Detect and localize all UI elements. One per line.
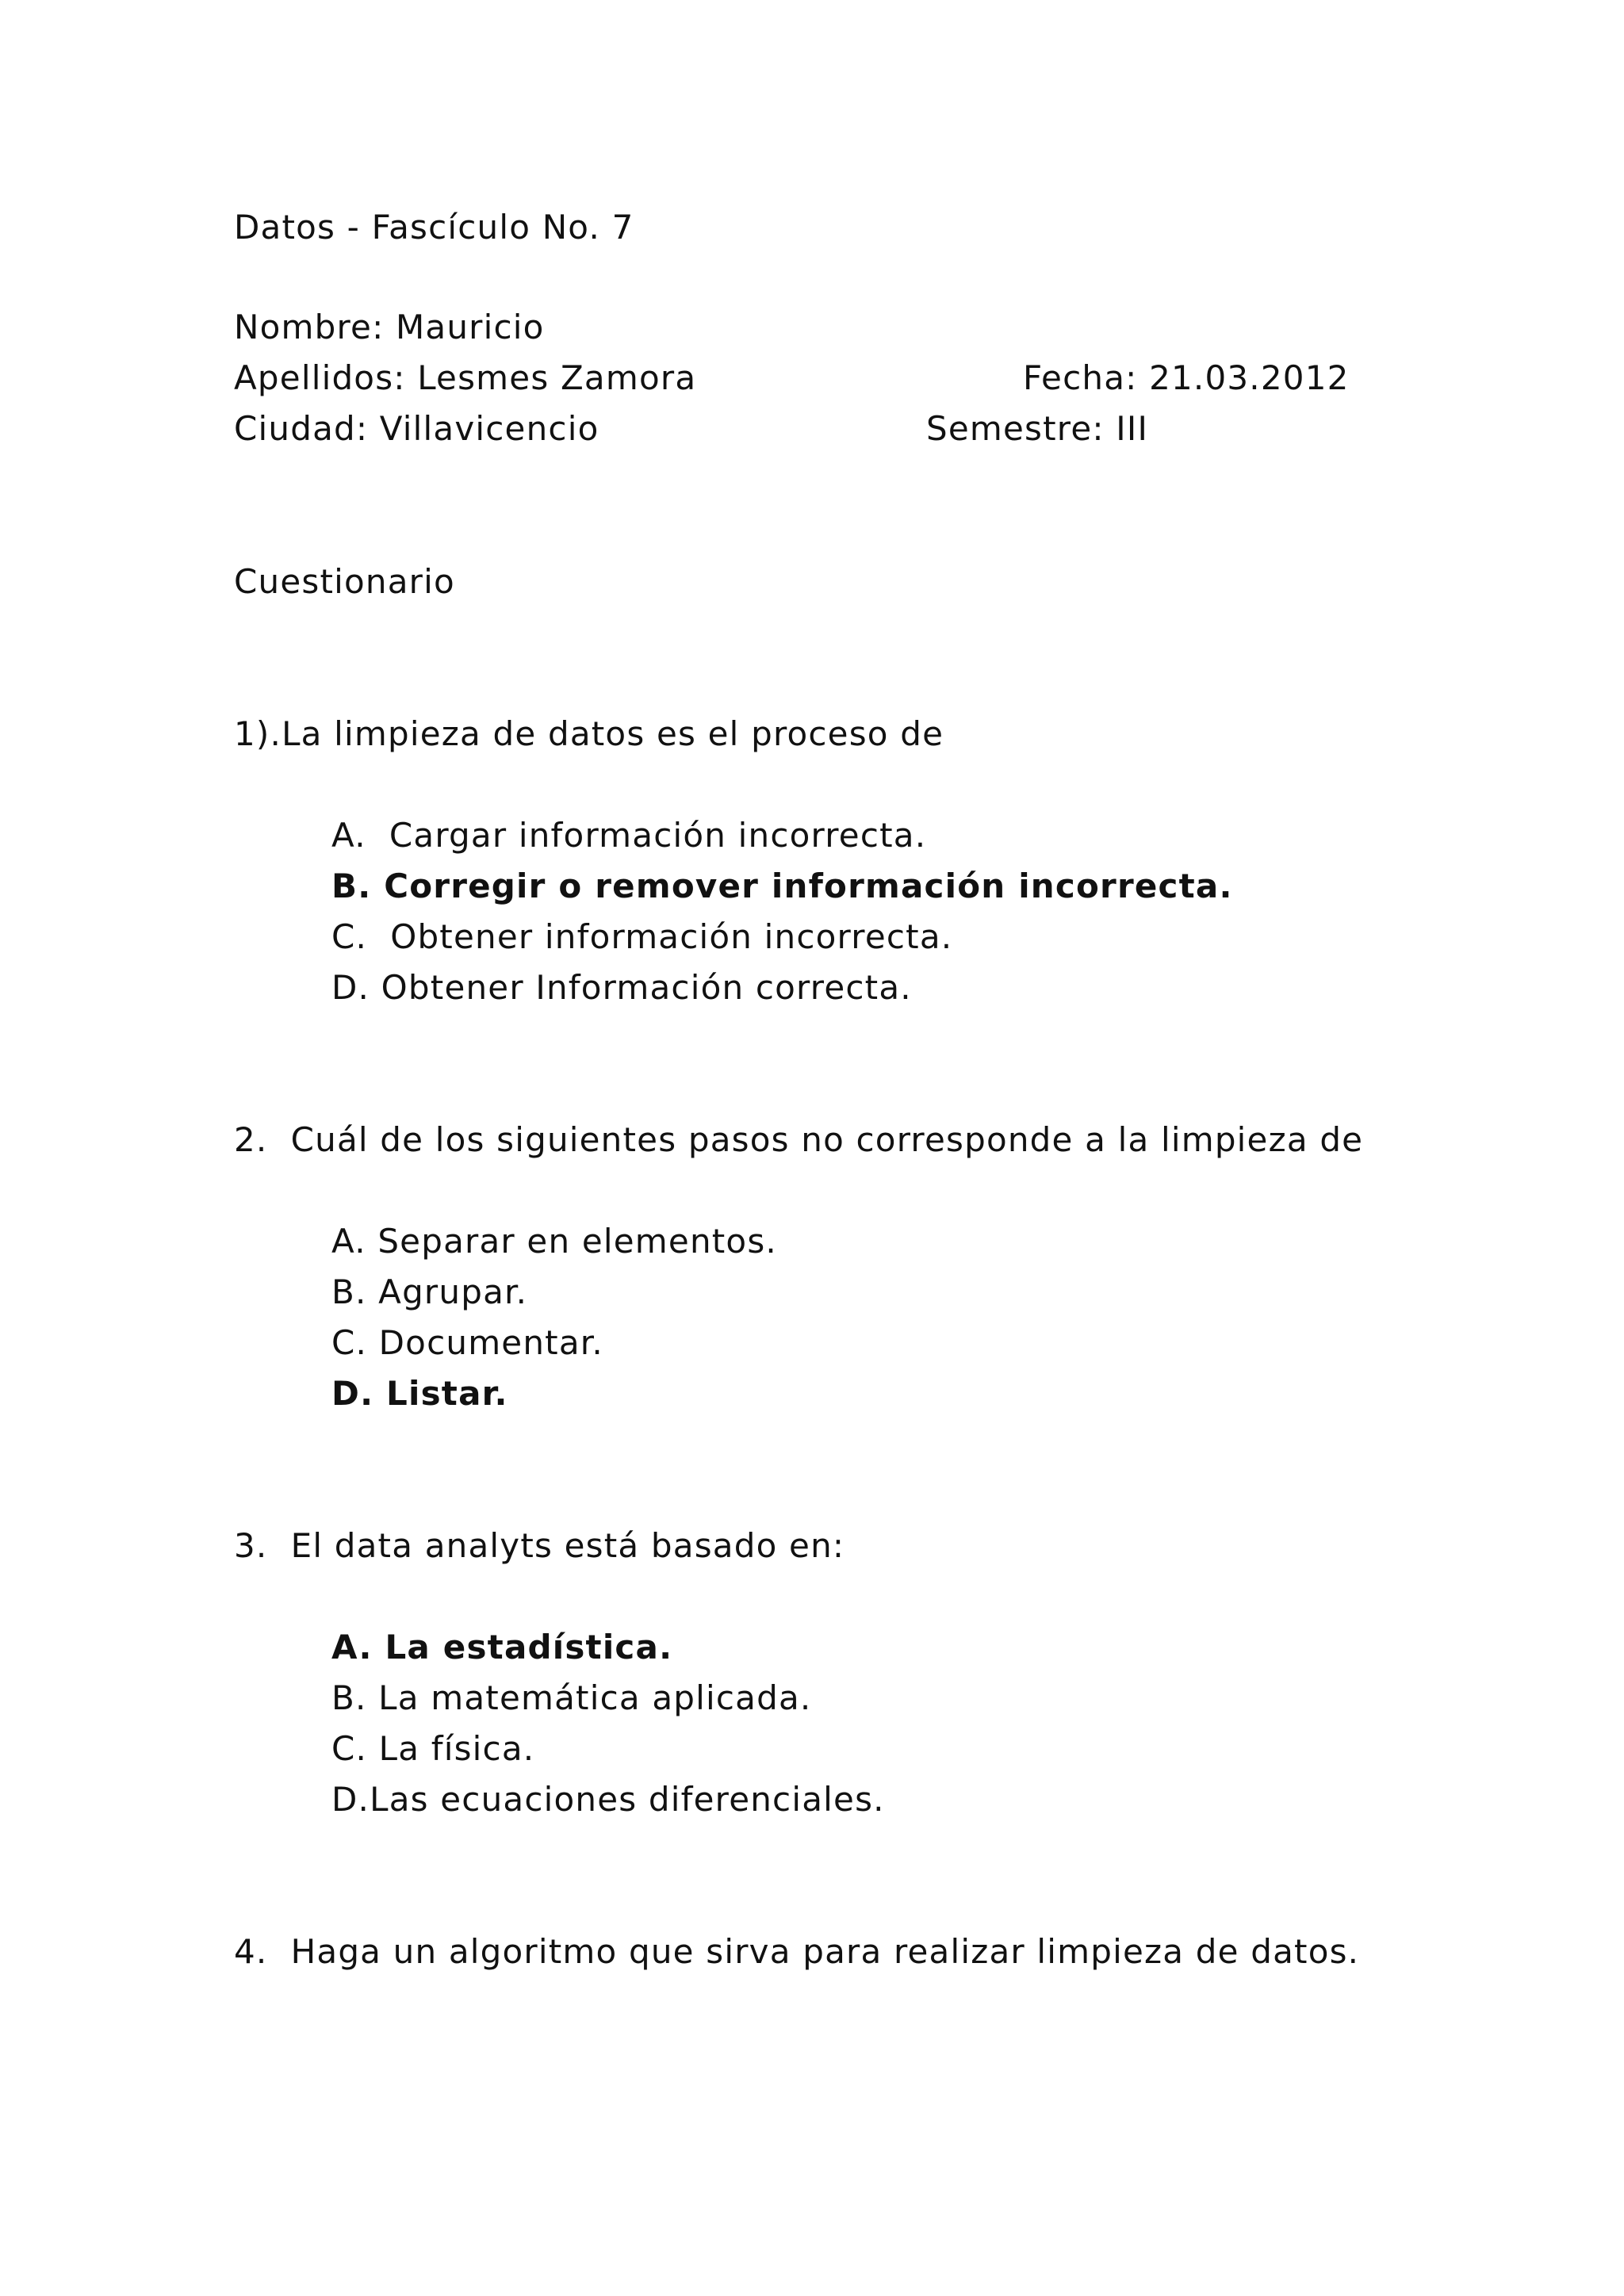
option-letter: A. — [331, 816, 366, 855]
option-text: Listar. — [386, 1374, 508, 1413]
question-number: 3. — [234, 1526, 268, 1565]
fecha-value: 21.03.2012 — [1149, 358, 1350, 397]
option-2d-selected — [331, 1374, 508, 1413]
section-title: Cuestionario — [234, 562, 455, 601]
apellidos-value: Lesmes Zamora — [417, 358, 697, 397]
semestre-value: III — [1116, 409, 1149, 448]
fecha-label: Fecha — [1023, 358, 1126, 397]
apellidos-row: Apellidos: Lesmes Zamora — [234, 358, 697, 397]
option-letter: B. — [331, 867, 372, 905]
ciudad-row: Ciudad: Villavicencio — [234, 409, 599, 448]
option-letter: A. — [331, 1628, 373, 1667]
option-text: La estadística. — [385, 1628, 673, 1667]
option-text: Cargar información incorrecta. — [389, 816, 927, 855]
option-1d — [331, 968, 912, 1007]
option-text: Obtener información incorrecta. — [390, 917, 953, 956]
option-text: La matemática aplicada. — [378, 1678, 812, 1717]
question-number: 4. — [234, 1932, 268, 1971]
nombre-label: Nombre — [234, 308, 373, 346]
option-text: Documentar. — [378, 1323, 603, 1362]
option-letter: D. — [331, 1374, 374, 1413]
question-4 — [234, 1932, 1360, 1971]
semestre-label: Semestre — [926, 409, 1093, 448]
question-number: 2. — [234, 1120, 268, 1159]
question-text: Haga un algoritmo que sirva para realizar limpieza de datos. — [290, 1932, 1360, 1971]
option-letter: B. — [331, 1678, 367, 1717]
option-3c — [331, 1729, 535, 1768]
option-2a — [331, 1222, 777, 1261]
option-1c — [331, 917, 953, 956]
ciudad-value: Villavicencio — [379, 409, 599, 448]
option-text: La física. — [378, 1729, 535, 1768]
option-1b-selected — [331, 867, 1233, 905]
option-3a-selected — [331, 1628, 673, 1667]
option-2c — [331, 1323, 603, 1362]
nombre-value: Mauricio — [395, 308, 545, 346]
question-3 — [234, 1526, 845, 1565]
question-text: La limpieza de datos es el proceso de — [282, 714, 944, 753]
nombre-row: Nombre: Mauricio — [234, 308, 545, 346]
option-3d — [331, 1780, 885, 1819]
apellidos-label: Apellidos — [234, 358, 394, 397]
option-text: Las ecuaciones diferenciales. — [370, 1780, 885, 1819]
option-3b — [331, 1678, 812, 1717]
option-letter: D. — [331, 968, 370, 1007]
ciudad-label: Ciudad — [234, 409, 356, 448]
option-2b — [331, 1272, 528, 1311]
question-text: Cuál de los siguientes pasos no corresponde a la limpieza de — [290, 1120, 1364, 1159]
question-1 — [234, 714, 944, 753]
question-text: El data analyts está basado en: — [290, 1526, 845, 1565]
option-letter: A. — [331, 1222, 366, 1261]
option-letter: D. — [331, 1780, 370, 1819]
option-text: Corregir o remover información incorrecta. — [384, 867, 1233, 905]
option-text: Obtener Información correcta. — [381, 968, 912, 1007]
option-letter: C. — [331, 1323, 368, 1362]
option-text: Separar en elementos. — [377, 1222, 777, 1261]
option-text: Agrupar. — [378, 1272, 528, 1311]
question-2 — [234, 1120, 1364, 1159]
fecha-row: Fecha: 21.03.2012 — [1023, 358, 1350, 397]
semestre-row: Semestre: III — [926, 409, 1149, 448]
option-letter: B. — [331, 1272, 367, 1311]
document-title: Datos - Fascículo No. 7 — [234, 208, 634, 247]
option-1a — [331, 816, 927, 855]
question-number: 1). — [234, 714, 282, 753]
option-letter: C. — [331, 1729, 368, 1768]
option-letter: C. — [331, 917, 368, 956]
